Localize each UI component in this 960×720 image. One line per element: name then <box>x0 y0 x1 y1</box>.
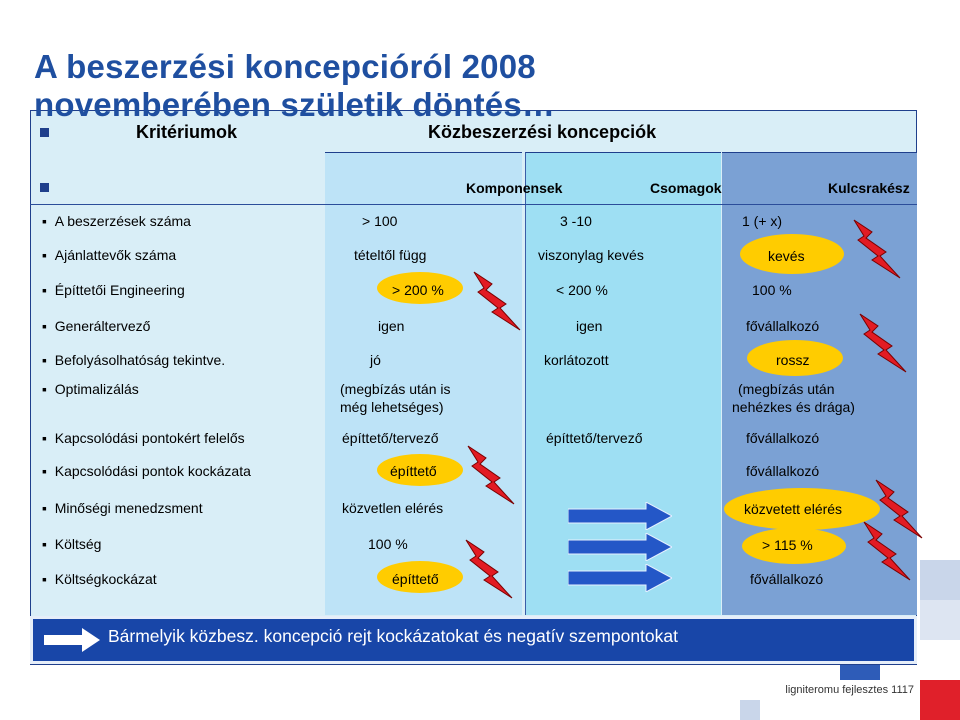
row-label: ▪ Minőségi menedzsment <box>42 500 203 516</box>
concepts-header: Közbeszerzési koncepciók <box>428 122 657 142</box>
lightning-icon <box>856 312 908 374</box>
page-title: A beszerzési koncepcióról 2008 novemberében születik döntés… <box>34 48 556 123</box>
corner-block-light-2 <box>920 600 960 640</box>
footer-label: ligniteromu fejlesztes 1117 <box>785 684 914 696</box>
cell-kulcsrakesz: fővállalkozó <box>746 430 820 446</box>
cell-kulcsrakesz: fővállalkozó <box>750 571 824 587</box>
cell-komponensek: igen <box>378 318 405 334</box>
lightning-icon <box>462 538 514 600</box>
cell-kulcsrakesz: fővállalkozó <box>746 463 820 479</box>
cell-komponensek: még lehetséges) <box>340 399 444 415</box>
cell-csomagok: < 200 % <box>556 282 608 298</box>
row-label: ▪ Kapcsolódási pontokért felelős <box>42 430 245 446</box>
cell-komponensek: > 200 % <box>392 282 444 298</box>
cell-kulcsrakesz: > 115 % <box>762 537 813 553</box>
row-label: ▪ Építtetői Engineering <box>42 282 185 298</box>
lightning-icon <box>860 520 912 582</box>
cell-komponensek: közvetlen elérés <box>342 500 444 516</box>
cell-csomagok: igen <box>576 318 603 334</box>
header-divider <box>30 204 917 205</box>
cell-komponensek: > 100 <box>362 213 398 229</box>
right-arrow-icon <box>568 564 672 592</box>
row-label: ▪ Befolyásolhatóság tekintve. <box>42 352 226 368</box>
lightning-icon <box>850 218 902 280</box>
cell-csomagok: viszonylag kevés <box>538 247 644 263</box>
corner-block-pale <box>740 700 760 720</box>
row-label: ▪ Optimalizálás <box>42 381 139 397</box>
corner-block-light-1 <box>920 560 960 600</box>
row-label: ▪ Generáltervező <box>42 318 151 334</box>
bullet-square-icon <box>40 128 49 137</box>
cell-csomagok: korlátozott <box>544 352 609 368</box>
cell-kulcsrakesz: rossz <box>776 352 810 368</box>
cell-komponensek: építtető/tervező <box>342 430 439 446</box>
right-arrow-icon <box>44 628 100 652</box>
cell-komponensek: 100 % <box>368 536 408 552</box>
cell-csomagok: építtető/tervező <box>546 430 643 446</box>
cell-kulcsrakesz: fővállalkozó <box>746 318 820 334</box>
row-label: ▪ Kapcsolódási pontok kockázata <box>42 463 251 479</box>
kulcsrakesz-header: Kulcsrakész <box>828 180 910 196</box>
cell-kulcsrakesz: 1 (+ x) <box>742 213 783 229</box>
right-arrow-icon <box>568 533 672 561</box>
right-arrow-icon <box>568 502 672 530</box>
cell-kulcsrakesz: (megbízás után <box>738 381 835 397</box>
cell-kulcsrakesz: nehézkes és drága) <box>732 399 855 415</box>
conclusion-text: Bármelyik közbesz. koncepció rejt kockázatokat és negatív szempontokat <box>108 626 678 646</box>
cell-komponensek: építtető <box>390 463 437 479</box>
cell-komponensek: jó <box>370 352 381 368</box>
csomagok-header: Csomagok <box>650 180 722 196</box>
cell-kulcsrakesz: közvetett elérés <box>744 501 843 517</box>
cell-komponensek: tételtől függ <box>354 247 427 263</box>
criteria-header: Kritériumok <box>136 122 238 142</box>
row-label: ▪ Ajánlattevők száma <box>42 247 177 263</box>
cell-kulcsrakesz: 100 % <box>752 282 792 298</box>
bullet-square-icon <box>40 183 49 192</box>
komponensek-header: Komponensek <box>466 180 563 196</box>
lightning-icon <box>470 270 522 332</box>
row-label: ▪ Költségkockázat <box>42 571 157 587</box>
row-label: ▪ Költség <box>42 536 102 552</box>
cell-csomagok: 3 -10 <box>560 213 592 229</box>
row-label: ▪ A beszerzések száma <box>42 213 191 229</box>
corner-block-red <box>920 680 960 720</box>
lightning-icon <box>464 444 516 506</box>
cell-kulcsrakesz: kevés <box>768 248 805 264</box>
cell-komponensek: építtető <box>392 571 439 587</box>
cell-komponensek: (megbízás után is <box>340 381 451 397</box>
